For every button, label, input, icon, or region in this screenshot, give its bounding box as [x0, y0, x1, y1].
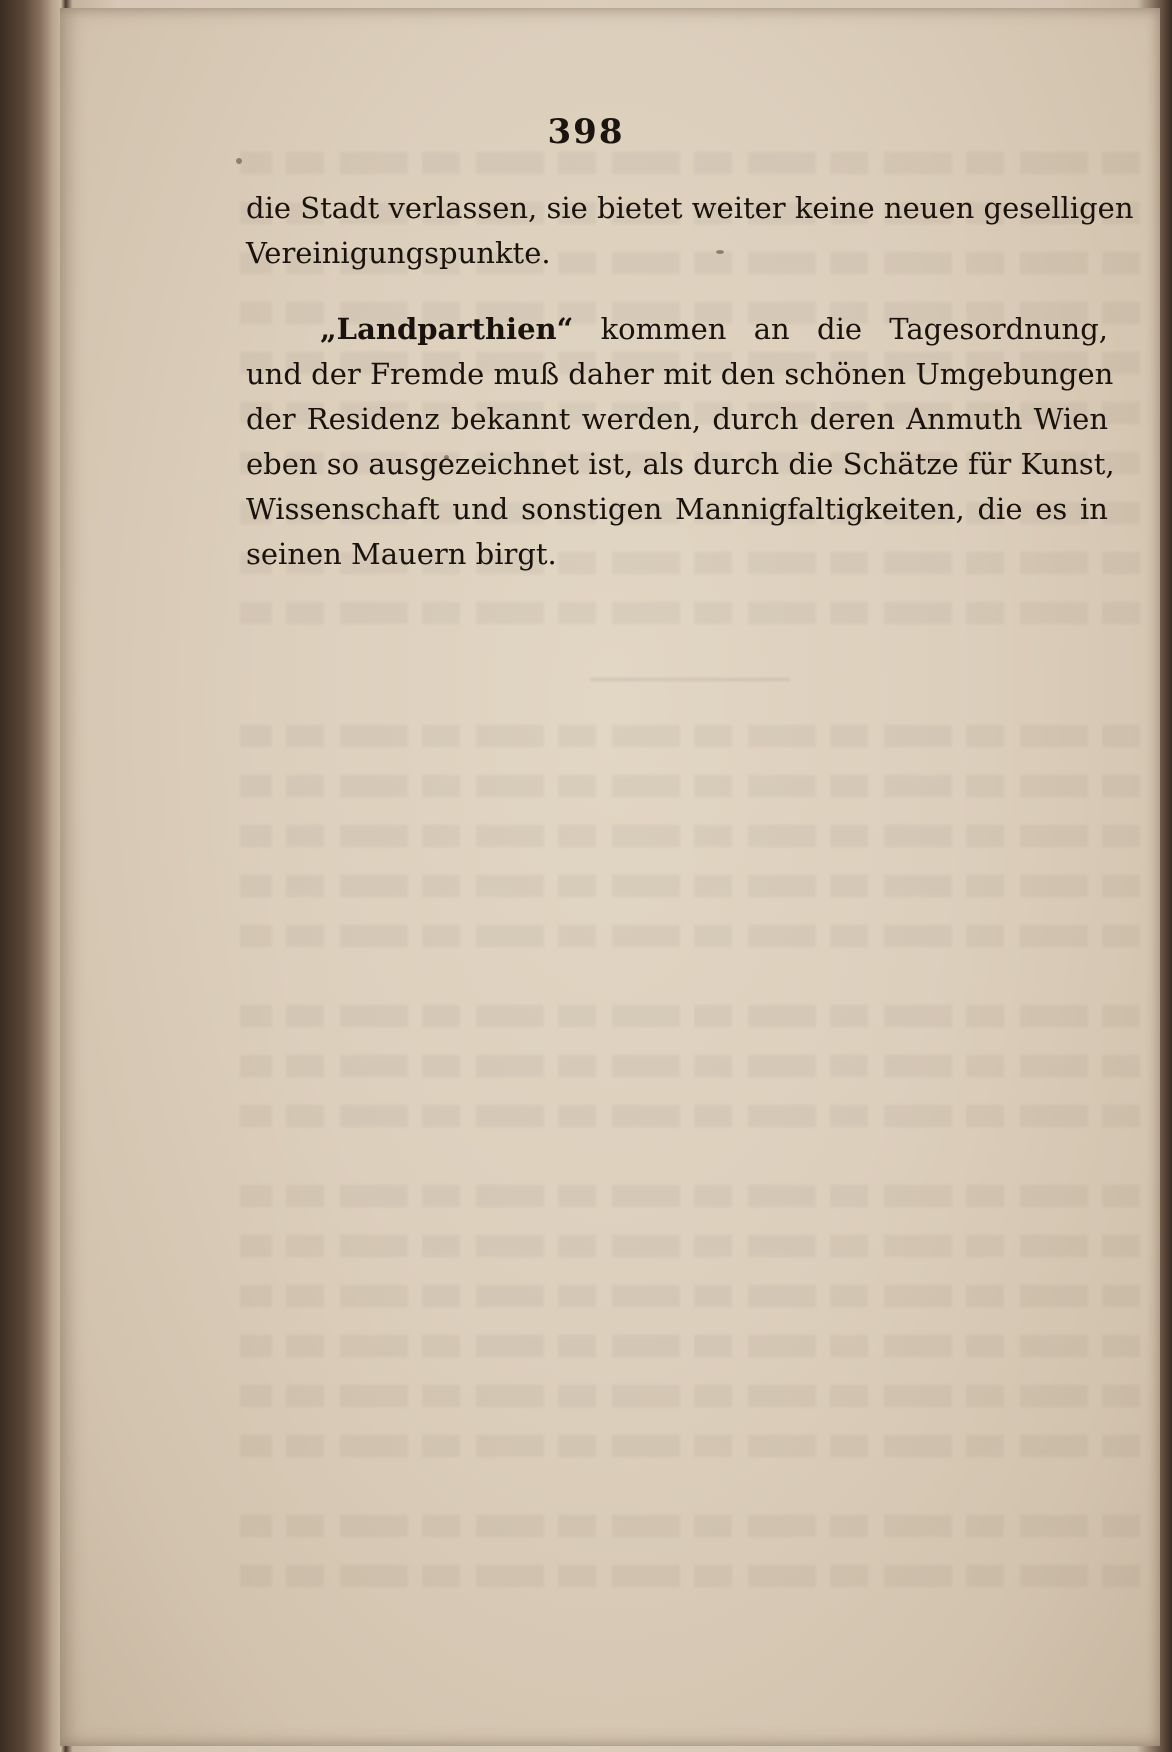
paragraph	[246, 186, 1134, 276]
text-line: eben so ausgezeichnet ist, als durch die Schätze für Kunst,	[246, 447, 1115, 481]
paper-speck	[236, 158, 242, 164]
text-segment: kommen an die Tagesordnung,	[573, 312, 1108, 346]
text-line: der Residenz bekannt werden, durch deren Anmuth Wien	[246, 402, 1108, 436]
text-line: seinen Mauern birgt.	[246, 537, 557, 571]
text-line: und der Fremde muß daher mit den schönen Umgebungen	[246, 357, 1114, 391]
text-line: Wissenschaft und sonstigen Mannigfaltigkeiten, die es in	[246, 492, 1108, 526]
text-line: die Stadt verlassen, sie bietet weiter keine neuen geselligen	[246, 191, 1134, 225]
text-line: Vereinigungspunkte.	[246, 236, 551, 270]
emphasized-term: „Landparthien“	[320, 312, 574, 346]
body-text	[246, 186, 1134, 577]
paragraph	[246, 307, 1115, 577]
page-number: 398	[547, 112, 625, 152]
text-line	[246, 307, 1108, 352]
